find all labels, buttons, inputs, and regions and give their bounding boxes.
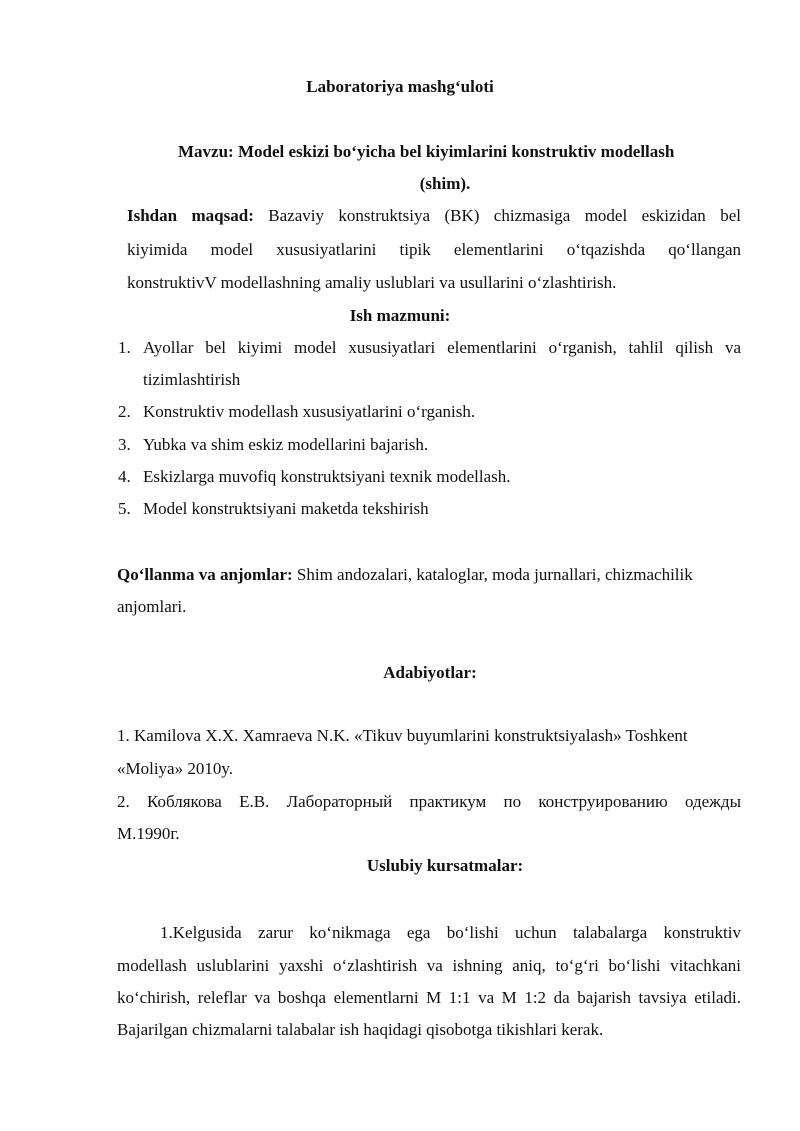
topic-text-2: (shim). [419, 174, 471, 193]
guidelines-text-1: 1.Kelgusida zarur ko‘nikmaga ega bo‘lishi uchun talabalarga konstruktiv [160, 923, 741, 942]
literature-text-continued: М.1990г. [117, 824, 180, 843]
literature-text: 2. Коблякова Е.В. Лабораторный практикум по конструированию одежды [117, 792, 741, 811]
materials-text-1: Shim andozalari, kataloglar, moda jurnallari, chizmachilik [296, 565, 693, 584]
list-number: 2. [118, 402, 131, 421]
content-heading: Ish mazmuni: [349, 306, 451, 325]
goal-line-1 [127, 206, 741, 226]
topic-text-1: Model eskizi bo‘yicha bel kiyimlarini konstruktiv modellash [237, 142, 675, 161]
guidelines-text-3: ko‘chirish, releflar va boshqa elementlarni M 1:1 va M 1:2 da bajarish tavsiya etiladi. [117, 988, 741, 1007]
literature-heading: Adabiyotlar: [383, 663, 477, 682]
materials-line-1 [117, 565, 693, 585]
topic-label: Mavzu: [178, 142, 234, 161]
list-text: Yubka va shim eskiz modellarini bajarish. [143, 435, 429, 454]
list-text: Konstruktiv modellash xususiyatlarini o‘rganish. [143, 402, 476, 421]
list-number: 3. [118, 435, 131, 454]
guidelines-text-4: Bajarilgan chizmalarni talabalar ish haqidagi qisobotga tikishlari kerak. [117, 1020, 604, 1039]
topic-line-1 [178, 142, 674, 162]
goal-text-2: kiyimida model xususiyatlarini tipik elementlarini o‘tqazishda qo‘llangan [127, 240, 741, 259]
guidelines-text-2: modellash uslublarini yaxshi o‘zlashtirish va ishning aniq, to‘g‘ri bo‘lishi vitachkani [117, 956, 741, 975]
list-number: 5. [118, 499, 131, 518]
list-number: 4. [118, 467, 131, 486]
literature-text: 1. Kamilova X.X. Xamraeva N.K. «Tikuv buyumlarini konstruktsiyalash» Toshkent [117, 726, 688, 745]
goal-label: Ishdan maqsad: [127, 206, 254, 225]
list-text: Ayollar bel kiyimi model xususiyatlari elementlarini o‘rganish, tahlil qilish va [143, 338, 741, 357]
list-text: Eskizlarga muvofiq konstruktsiyani texnik modellash. [143, 467, 511, 486]
goal-text-3: konstruktivV modellashning amaliy uslublari va usullarini o‘zlashtirish. [127, 273, 617, 292]
list-text-continued: tizimlashtirish [143, 370, 241, 389]
list-text: Model konstruktsiyani maketda tekshirish [143, 499, 429, 518]
materials-text-2: anjomlari. [117, 597, 187, 616]
guidelines-heading: Uslubiy kursatmalar: [366, 856, 524, 875]
list-number: 1. [118, 338, 131, 357]
materials-label: Qo‘llanma va anjomlar: [117, 565, 293, 584]
goal-text-1: Bazaviy konstruktsiya (BK) chizmasiga model eskizidan bel [268, 206, 741, 225]
page-title: Laboratoriya mashg‘uloti [306, 77, 494, 96]
literature-text-continued: «Moliya» 2010y. [117, 759, 234, 778]
